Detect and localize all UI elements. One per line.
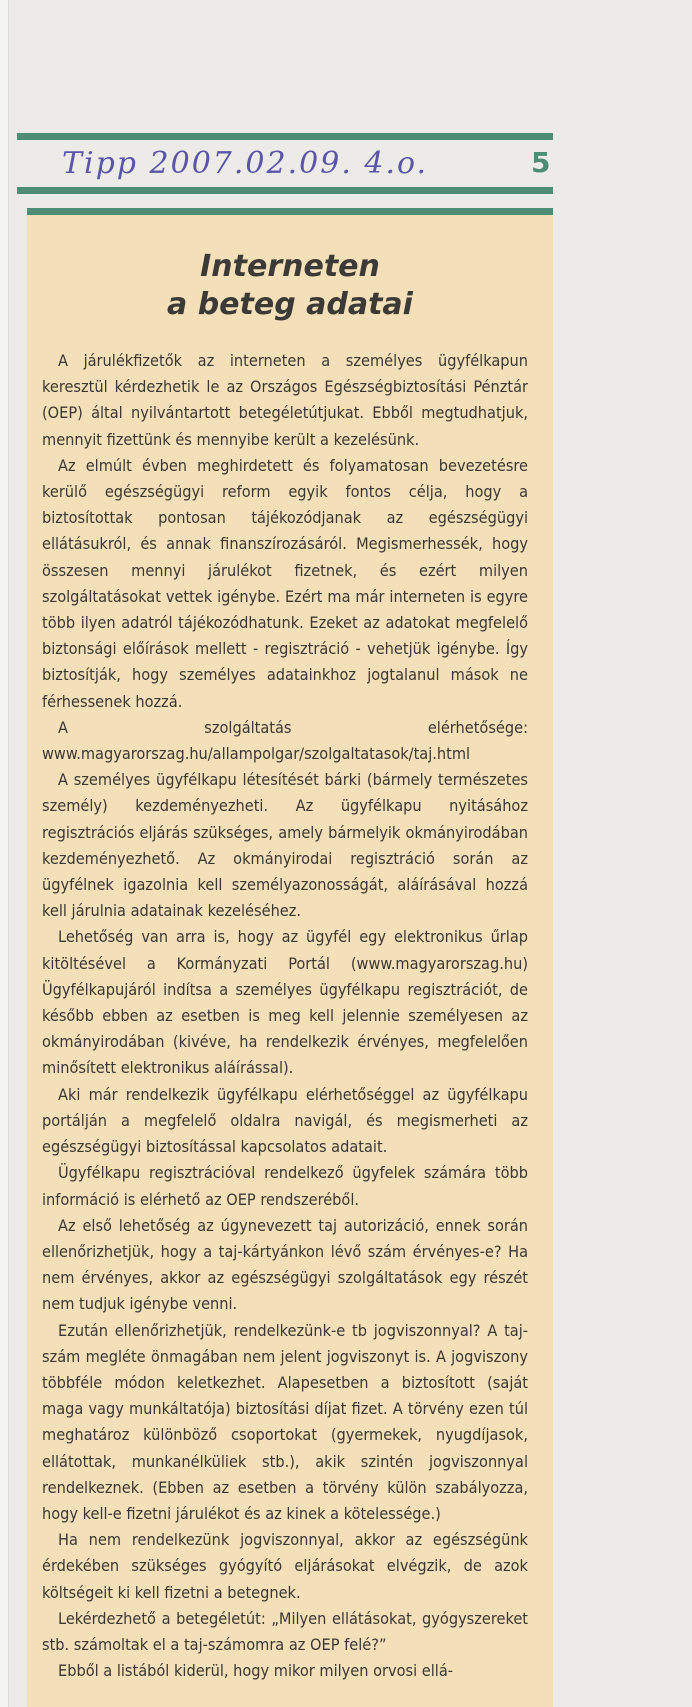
handwritten-note: Tipp 2007.02.09. 4.o.	[62, 146, 429, 181]
paragraph: Ha nem rendelkezünk jogviszonnyal, akkor az egészségünk érdekében szükséges gyógyító eljárásokat elvégzik, de azok költségeit ki kell fizetni a betegnek.	[42, 1530, 528, 1602]
page-edge	[0, 0, 9, 1707]
paragraph: Aki már rendelkezik ügyfélkapu elérhetőséggel az ügyfélkapu portálján a megfelelő oldalra navigál, és megismerheti az egészségügyi biztosítással kapcsolatos adatait.	[42, 1084, 528, 1157]
paragraph: Az elmúlt évben meghirdetett és folyamatosan bevezetésre kerülő egészségügyi reform egyik fontos célja, hogy a biztosítottak pontosan tájékozódjanak az egészségügyi ellátásukról, és annak finanszírozásáról. Megismerhessék, hogy összesen mennyi járulékot fizetnek, és ezért milyen szolgáltatásokat vettek igénybe. Ezért ma már interneten is egyre több ilyen adatról tájékozódhatunk. Ezeket az adatokat megfelelő biztonsági előírások mellett - regisztráció - vehetjük igénybe. Így biztosítják, hogy személyes adatainkhoz jogtalanul mások ne férhessenek hozzá.	[42, 455, 528, 711]
column-rule	[27, 208, 553, 215]
paragraph: Lehetőség van arra is, hogy az ügyfél egy elektronikus űrlap kitöltésével a Kormányzati Portál (www.magyarorszag.hu) Ügyfélkapujáról indítsa a személyes ügyfélkapu regisztrációt, de később ebben az esetben is meg kell jelennie személyesen az okmányirodában (kivéve, ha rendelkezik érvényes, megfelelően minősített elektronikus aláírással).	[42, 927, 528, 1078]
header-rule-bottom	[17, 187, 553, 194]
paragraph: A járulékfizetők az interneten a személyes ügyfélkapun keresztül kérdezhetik le az Országos Egészségbiztosítási Pénztár (OEP) által nyilvántartott betegéletútjukat. Ebből megtudhatjuk, mennyit fizettünk és mennyibe került a kezelésünk.	[42, 351, 528, 449]
paragraph: Ezután ellenőrizhetjük, rendelkezünk-e tb jogviszonnyal? A taj-szám megléte önmagában nem jelent jogviszonyt is. A jogviszony többféle módon keletkezhet. Alapesetben a biztosított (saját maga vagy munkáltatója) biztosítási díjat fizet. A törvény ezen túl meghatároz különböző csoportokat (gyermekek, nyugdíjasok, ellátottak, munkanélküliek stb.), akik szintén jogviszonnyal rendelkeznek. (Ebben az esetben a törvény külön szabályozza, hogy kell-e fizetni járulékot és az kinek a kötelessége.)	[42, 1320, 528, 1523]
title-line-1: Interneten	[200, 249, 380, 284]
paragraph: Lekérdezhető a betegéletút: „Milyen ellátásokat, gyógyszereket stb. számoltak el a taj-számomra az OEP felé?”	[42, 1608, 528, 1654]
paragraph: Ebből a listából kiderül, hogy mikor milyen orvosi ellá-	[58, 1661, 454, 1681]
paragraph: A személyes ügyfélkapu létesítését bárki (bármely természetes személy) kezdeményezheti. Az ügyfélkapu nyitásához regisztrációs eljárás szükséges, amely bármelyik okmányirodában kezdeményezhető. Az okmányirodai regisztráció során az ügyfélnek igazolnia kell személyazonosságát, aláírásával hozzá kell járulnia adatainak kezeléséhez.	[42, 770, 528, 921]
header-rule-top	[17, 133, 553, 140]
page-number: 5	[531, 146, 551, 179]
paragraph: Ügyfélkapu regisztrációval rendelkező ügyfelek számára több információ is elérhető az OEP rendszeréből.	[42, 1163, 528, 1209]
article-title	[27, 248, 553, 324]
article-body	[42, 348, 528, 1684]
paragraph: Az első lehetőség az úgynevezett taj autorizáció, ennek során ellenőrizhetjük, hogy a taj-kártyánkon lévő szám érvényes-e? Ha nem érvényes, akkor az egészségügyi szolgáltatások egy részét nem tudjuk igénybe venni.	[42, 1215, 528, 1314]
paragraph: A szolgáltatás elérhetősége: www.magyarorszag.hu/allampolgar/szolgaltatasok/taj.html	[42, 717, 528, 764]
title-line-2: a beteg adatai	[167, 287, 413, 322]
